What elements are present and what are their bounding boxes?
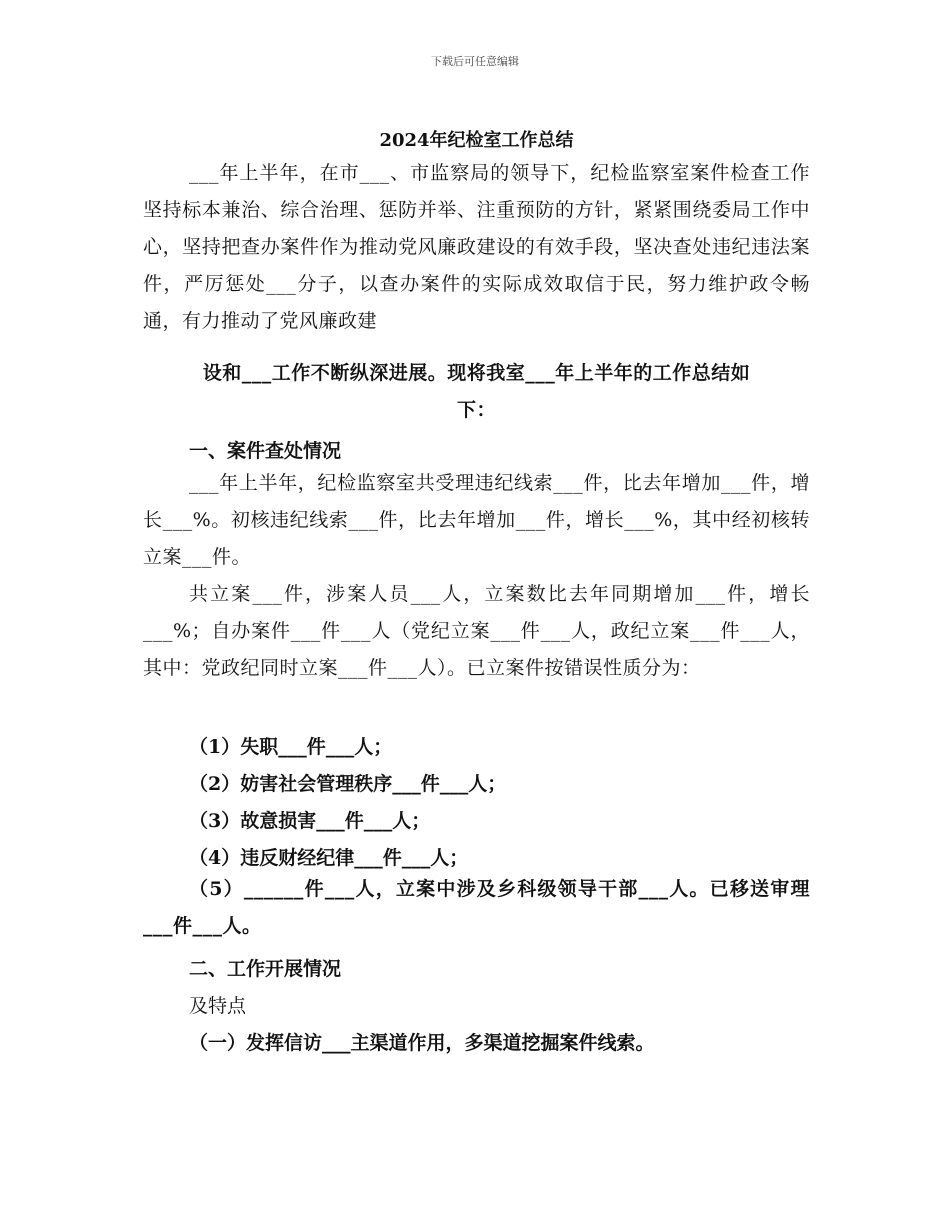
subsection-heading-1: （一）发挥信访___主渠道作用，多渠道挖掘案件线索。 bbox=[189, 1032, 655, 1054]
page-header-note: 下载后可任意编辑 bbox=[431, 55, 519, 68]
paragraph-intro: ___年上半年，在市___、市监察局的领导下，纪检监察室案件检查工作坚持标本兼治、综合治理、惩防并举、注重预防的方针，紧紧围绕委局工作中心，坚持把查办案件作为推动党风廉政建设的有效手段，坚决查处违纪违法案件，严厉惩处___分子，以查办案件的实际成效取信于民，努力维护政令畅通，有力推动了党风廉政建 bbox=[143, 162, 810, 332]
list-item-4: （4）违反财经纪律___件___人； bbox=[189, 847, 469, 869]
list-item-5: （5）______件___人，立案中涉及乡科级领导干部___人。已移送审理___件___人。 bbox=[143, 878, 810, 937]
document-title: 2024年纪检室工作总结 bbox=[379, 130, 574, 151]
section-heading-1: 一、案件查处情况 bbox=[189, 440, 342, 462]
paragraph-clues: ___年上半年，纪检监察室共受理违纪线索___件，比去年增加___件，增长___%。初核违纪线索___件，比去年增加___件，增长___%，其中经初核转立案___件。 bbox=[143, 472, 810, 568]
paragraph-intro-cont-line2: 下： bbox=[456, 399, 496, 421]
list-item-3: （3）故意损害___件___人； bbox=[189, 810, 431, 832]
paragraph-cases: 共立案___件，涉案人员___人，立案数比去年同期增加___件，增长___%；自办案件___件___人（党纪立案___件___人，政纪立案___件___人，其中：党政纪同时立案___件___人）。已立案件按错误性质分为： bbox=[143, 583, 810, 679]
list-item-2: （2）妨害社会管理秩序___件___人； bbox=[189, 773, 507, 795]
list-item-1: （1）失职___件___人； bbox=[189, 736, 393, 758]
section-heading-2: 二、工作开展情况 bbox=[189, 958, 342, 980]
section-heading-2-cont: 及特点 bbox=[189, 995, 247, 1017]
paragraph-intro-cont-line1: 设和___工作不断纵深进展。现将我室___年上半年的工作总结如 bbox=[202, 362, 751, 384]
